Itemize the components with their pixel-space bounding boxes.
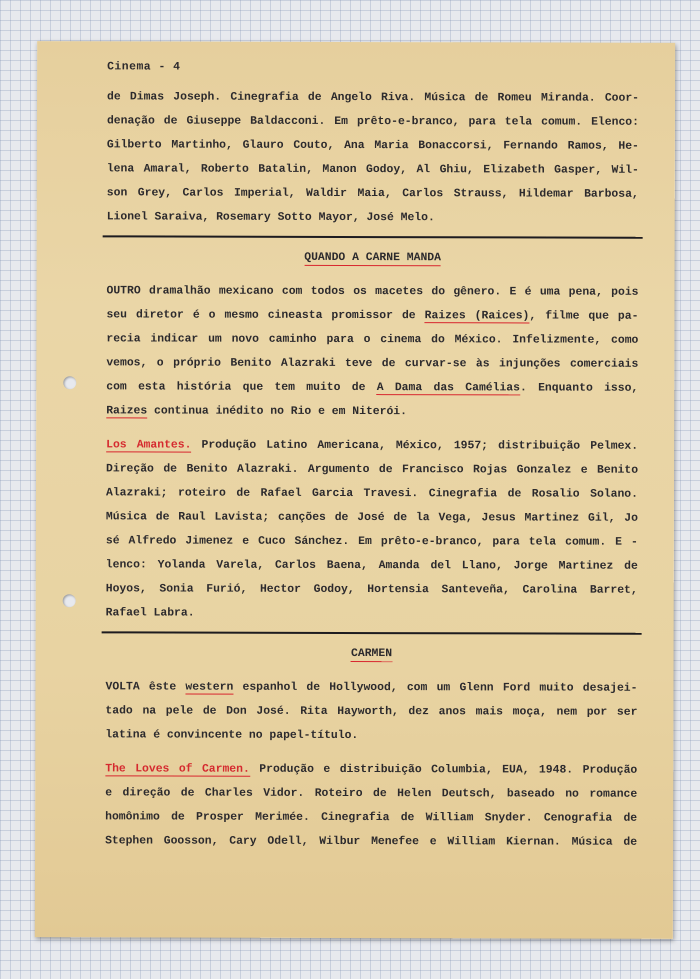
film-title: A Dama das Camélias bbox=[376, 382, 520, 395]
text-line: com esta história que tem muito de A Dama das Camélias. Enquanto isso, bbox=[106, 381, 639, 395]
original-title: Los Amantes. bbox=[106, 439, 192, 452]
film-title: Raizes (Raices) bbox=[424, 310, 530, 323]
text-line: lenco: Yolanda Varela, Carlos Baena, Amanda del Llano, Jorge Martinez de bbox=[105, 559, 638, 573]
text-line: Lionel Saraiva, Rosemary Sotto Mayor, José Melo. bbox=[106, 211, 435, 225]
text-line: e direção de Charles Vidor. Roteiro de Helen Deutsch, baseado no romance bbox=[105, 787, 638, 801]
credits-paragraph bbox=[106, 433, 639, 626]
text-line: Música de Raul Lavista; canções de José de la Vega, Jesus Martinez Gil, Jo bbox=[105, 511, 638, 525]
text-line: de Dimas Joseph. Cinegrafia de Angelo Riva. Música de Romeu Miranda. Coor- bbox=[107, 91, 640, 105]
text-line: Rafael Labra. bbox=[105, 607, 195, 620]
text-line: Hoyos, Sonia Furió, Hector Godoy, Hortensia Santeveña, Carolina Barret, bbox=[105, 583, 638, 597]
text-line: Direção de Benito Alazraki. Argumento de Francisco Rojas Gonzalez e Benito bbox=[106, 463, 639, 477]
page-header: Cinema - 4 bbox=[107, 61, 181, 74]
section-title bbox=[107, 245, 639, 270]
text-line: recia indicar um novo caminho para o cinema do México. Infelizmente, como bbox=[106, 333, 639, 347]
text-line: lena Amaral, Roberto Batalin, Manon Godoy, Al Ghiu, Elizabeth Gasper, Wil- bbox=[106, 163, 639, 177]
section-divider bbox=[103, 235, 643, 238]
review-paragraph bbox=[106, 279, 638, 424]
section-title-text: CARMEN bbox=[351, 647, 393, 661]
original-title: The Loves of Carmen. bbox=[105, 763, 250, 776]
text-line: The Loves of Carmen. Produção e distribuição Columbia, EUA, 1948. Produção bbox=[105, 763, 638, 777]
text-line: son Grey, Carlos Imperial, Waldir Maia, Carlos Strauss, Hildemar Barbosa, bbox=[106, 187, 639, 201]
text-line: VOLTA êste western espanhol de Hollywood, com um Glenn Ford muito desajei- bbox=[105, 681, 638, 695]
text-line: Raizes continua inédito no Rio e em Niterói. bbox=[106, 405, 407, 419]
film-title: Raizes bbox=[106, 405, 148, 418]
text-line: seu diretor é o mesmo cineasta promissor de Raizes (Raices), filme que pa- bbox=[106, 309, 639, 323]
text-line: OUTRO dramalhão mexicano com todos os macetes do gênero. E é uma pena, pois bbox=[106, 285, 639, 299]
text-line: Los Amantes. Produção Latino Americana, México, 1957; distribuição Pelmex. bbox=[106, 439, 639, 453]
text-line: denação de Giuseppe Baldacconi. Em prêto-e-branco, para tela comum. Elenco: bbox=[106, 115, 639, 129]
page-content bbox=[105, 55, 639, 854]
punch-hole bbox=[63, 594, 76, 607]
text-line: Gilberto Martinho, Glauro Couto, Ana Maria Bonaccorsi, Fernando Ramos, He- bbox=[106, 139, 639, 153]
review-paragraph bbox=[105, 675, 637, 748]
section-title-text: QUANDO A CARNE MANDA bbox=[304, 251, 441, 265]
text-line: latina é convincente no papel-título. bbox=[105, 729, 359, 743]
punch-hole bbox=[63, 376, 76, 389]
emphasized-word: western bbox=[185, 681, 234, 694]
text-line: tado na pele de Don José. Rita Hayworth, dez anos mais moça, nem por ser bbox=[105, 705, 638, 719]
credits-paragraph bbox=[105, 757, 637, 854]
text-line: sé Alfredo Jimenez e Cuco Sánchez. Em prêto-e-branco, para tela comum. E - bbox=[105, 535, 638, 549]
text-line: homônimo de Prosper Merimée. Cinegrafia de William Snyder. Cenografia de bbox=[105, 811, 638, 825]
text-line: Alazraki; roteiro de Rafael Garcia Travesi. Cinegrafia de Rosalio Solano. bbox=[105, 487, 639, 501]
text-line: vemos, o próprio Benito Alazraki teve de curvar-se às injunções comerciais bbox=[106, 357, 639, 371]
cast-paragraph bbox=[107, 85, 639, 230]
section-divider bbox=[102, 631, 642, 634]
text-line: Stephen Goosson, Cary Odell, Wilbur Menefee e William Kiernan. Música de bbox=[105, 835, 638, 849]
typewritten-page bbox=[35, 41, 675, 939]
section-title bbox=[106, 641, 638, 666]
